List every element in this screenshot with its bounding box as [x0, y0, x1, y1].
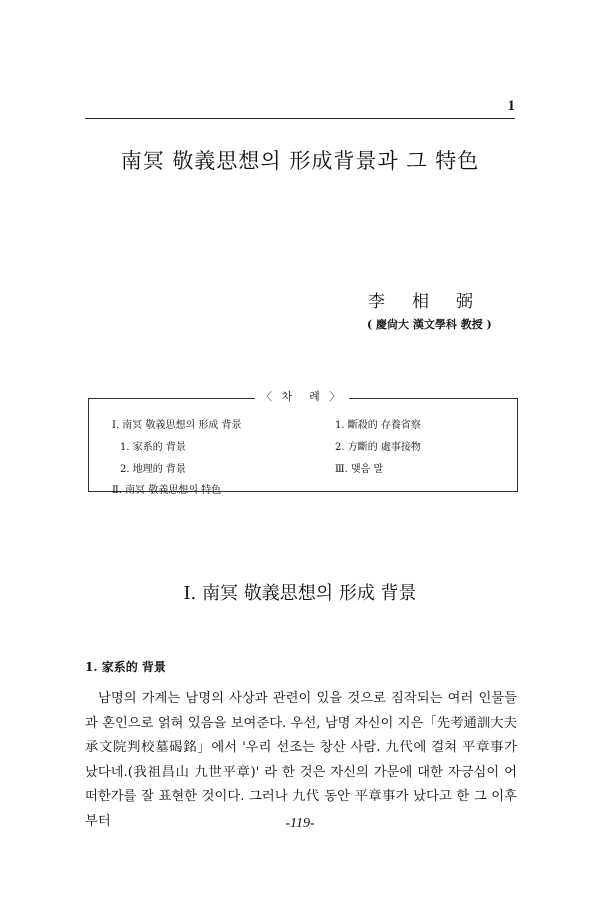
body-paragraph: 남명의 가계는 남명의 사상과 관련이 있을 것으로 짐작되는 여러 인물들과 혼인으로 얽혀 있음을 보여준다. 우선, 남명 자신이 지은「先考通訓大夫承文院判校墓碣銘」에서 '우리 선조는 창산 사람. 九代에 걸쳐 平章事가 났다네.(我祖昌山 九世平章)' 라 한 것은 자신의 가문에 대한 자긍심이 어떠한가를 잘 표현한 것이다. 그러나 九代 동안 平章事가 났다고 한 그 이후부터 [85, 691, 517, 829]
toc-item: Ⅱ. 南冥 敬義思想의 特色 [112, 485, 222, 496]
body-text [85, 687, 517, 835]
toc-item: 2. 地理的 背景 [120, 464, 186, 475]
paper-title: 南冥 敬義思想의 形成背景과 그 特色 [120, 149, 480, 173]
page-footer-number: -119- [285, 816, 315, 831]
page-number: 1 [507, 98, 515, 114]
section-heading: Ⅰ. 南冥 敬義思想의 形成 背景 [183, 583, 417, 604]
author-affiliation: ( 慶尙大 漢文學科 教授 ) [367, 318, 492, 331]
toc-item: 2. 方斷的 處事接物 [335, 442, 421, 453]
toc-item: 1. 家系的 背景 [120, 442, 186, 453]
toc-item: Ⅰ. 南冥 敬義思想의 形成 背景 [112, 420, 242, 431]
author-name: 李相弼 [368, 292, 500, 312]
subsection-heading: 1. 家系的 背景 [85, 660, 166, 674]
toc-item: 1. 斷殺的 存養省察 [335, 420, 421, 431]
toc-header: 〈 차 례 〉 [255, 388, 349, 404]
toc-item: Ⅲ. 맺음 말 [335, 464, 384, 475]
header-rule [85, 118, 515, 119]
